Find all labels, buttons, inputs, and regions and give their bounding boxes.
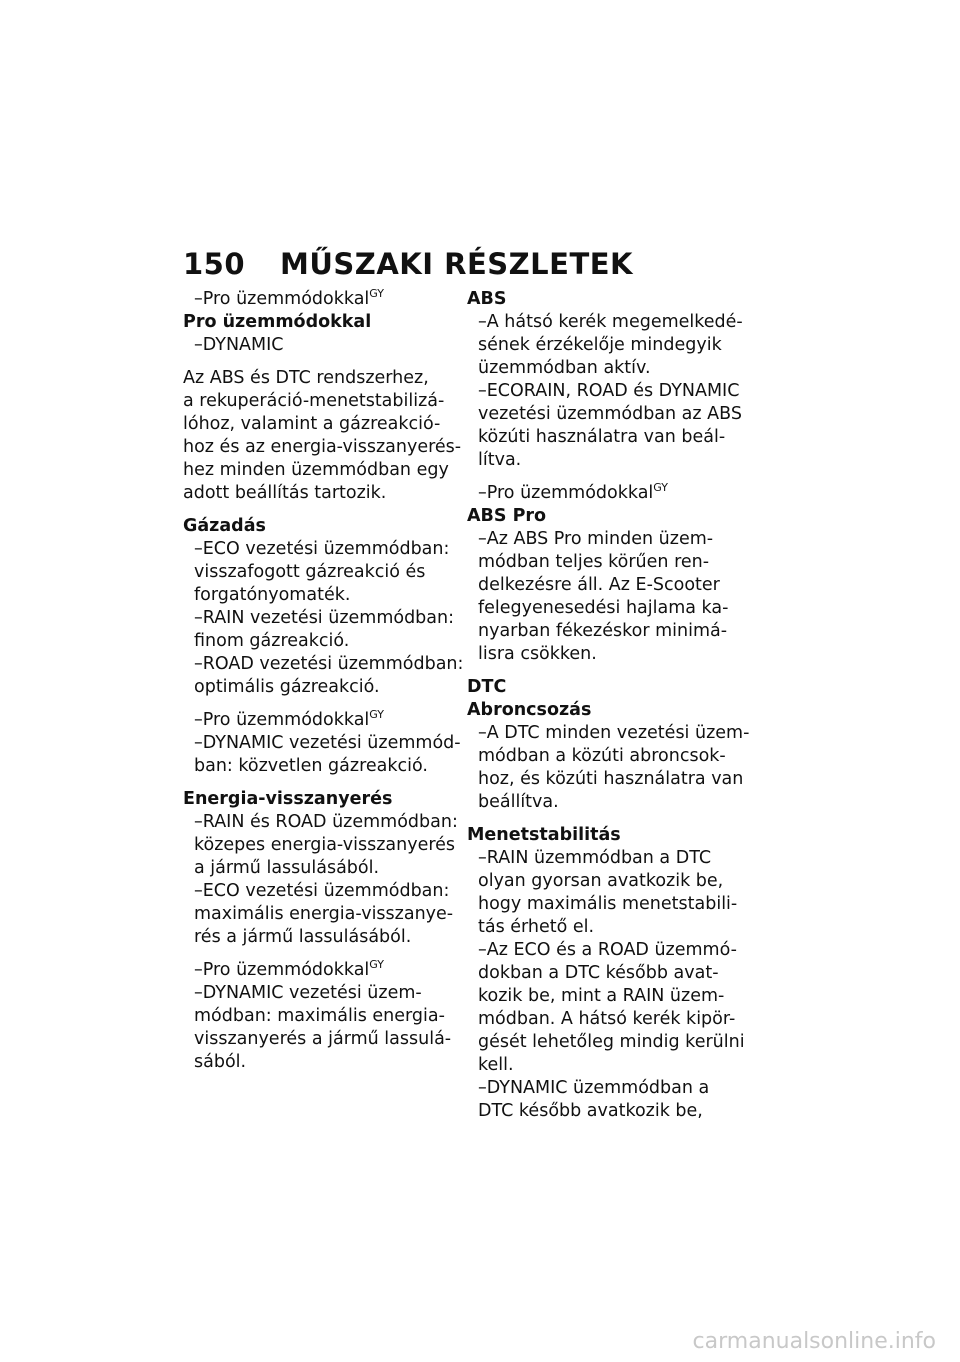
list-item-continuation — [183, 1051, 455, 1074]
list-item — [467, 939, 739, 962]
paragraph-line — [183, 436, 462, 459]
list-item-continuation — [467, 1031, 745, 1054]
line-text: –A DTC minden vezetési üzem- — [478, 723, 750, 743]
list-item — [183, 880, 455, 903]
line-text: –Pro üzemmódokkal — [194, 960, 370, 980]
section-title: MŰSZAKI RÉSZLETEK — [280, 247, 634, 281]
line-text: ABS — [467, 289, 507, 309]
line-text: –Pro üzemmódokkal — [194, 289, 370, 309]
section-heading — [183, 515, 455, 538]
list-item — [183, 732, 461, 755]
line-text: Gázadás — [183, 516, 266, 536]
line-text: –Az ECO és a ROAD üzemmó- — [478, 940, 737, 960]
list-item-continuation — [183, 755, 455, 778]
line-text: delkezésre áll. Az E-Scooter — [478, 575, 720, 595]
line-text: közúti használatra van beál- — [478, 427, 726, 447]
line-text: –RAIN vezetési üzemmódban: — [194, 608, 455, 628]
section-heading — [183, 311, 455, 334]
section-heading — [467, 288, 739, 311]
footnote-marker: GY — [369, 958, 384, 971]
list-item-continuation — [183, 676, 455, 699]
section-heading — [467, 824, 739, 847]
line-text: felegyenesedési hajlama ka- — [478, 598, 729, 618]
list-item-continuation — [467, 551, 739, 574]
list-item-continuation — [467, 1008, 739, 1031]
list-item-continuation — [467, 357, 739, 380]
line-text: beállítva. — [478, 792, 559, 812]
section-heading — [183, 788, 455, 811]
line-text: módban teljes körűen ren- — [478, 552, 710, 572]
list-item — [467, 311, 743, 334]
line-text: hez minden üzemmódban egy — [183, 460, 449, 480]
list-item-continuation — [467, 620, 739, 643]
list-item-continuation — [183, 834, 455, 857]
list-item — [467, 528, 739, 551]
list-item-continuation — [183, 561, 455, 584]
line-text: kozik be, mint a RAIN üzem- — [478, 986, 725, 1006]
list-item-continuation — [467, 916, 739, 939]
line-text: vezetési üzemmódban az ABS — [478, 404, 742, 424]
list-item — [467, 482, 739, 505]
list-item — [183, 288, 455, 311]
line-text: Energia-visszanyerés — [183, 789, 393, 809]
paragraph-line — [183, 459, 455, 482]
line-text: Az ABS és DTC rendszerhez, — [183, 368, 429, 388]
list-item-continuation — [467, 1100, 739, 1123]
line-text: lítva. — [478, 450, 522, 470]
list-item — [467, 380, 739, 403]
list-item — [183, 982, 455, 1005]
list-item-continuation — [183, 926, 455, 949]
list-item — [183, 959, 455, 982]
line-text: a rekuperáció-menetstabilizá- — [183, 391, 445, 411]
line-text: dokban a DTC később avat- — [478, 963, 719, 983]
line-text: –Pro üzemmódokkal — [194, 710, 370, 730]
line-text: hogy maximális menetstabili- — [478, 894, 738, 914]
section-heading — [467, 699, 739, 722]
line-text: nyarban fékezéskor minimá- — [478, 621, 728, 641]
line-text: tás érhető el. — [478, 917, 595, 937]
list-item — [467, 1077, 739, 1100]
line-text: ABS Pro — [467, 506, 547, 526]
page-number: 150 — [183, 247, 246, 281]
line-text: kell. — [478, 1055, 514, 1075]
line-text: közepes energia-visszanyerés — [194, 835, 456, 855]
line-text: visszanyerés a jármű lassulá- — [194, 1029, 452, 1049]
line-text: olyan gyorsan avatkozik be, — [478, 871, 724, 891]
line-text: –Az ABS Pro minden üzem- — [478, 529, 714, 549]
list-item-continuation — [183, 630, 455, 653]
list-item — [183, 607, 455, 630]
line-text: –DYNAMIC vezetési üzem- — [194, 983, 422, 1003]
line-text: –A hátsó kerék megemelkedé- — [478, 312, 743, 332]
footnote-marker: GY — [369, 708, 384, 721]
list-item-continuation — [467, 403, 742, 426]
line-text: Pro üzemmódokkal — [183, 312, 372, 332]
list-item — [183, 538, 455, 561]
right-column — [467, 288, 750, 1123]
line-text: –DYNAMIC üzemmódban a — [478, 1078, 710, 1098]
list-item-continuation — [467, 985, 739, 1008]
list-item-continuation — [467, 893, 739, 916]
list-item-continuation — [467, 870, 739, 893]
list-item-continuation — [467, 643, 739, 666]
list-item-continuation — [467, 1054, 739, 1077]
list-item — [183, 334, 455, 357]
left-column — [183, 287, 464, 1074]
list-item-continuation — [183, 857, 455, 880]
list-item — [183, 709, 455, 732]
footnote-marker: GY — [653, 481, 668, 494]
section-heading — [467, 676, 739, 699]
paragraph-line — [183, 390, 455, 413]
line-text: módban a közúti abroncsok- — [478, 746, 726, 766]
list-item-continuation — [467, 768, 744, 791]
list-item-continuation — [467, 426, 739, 449]
line-text: módban. A hátsó kerék kipör- — [478, 1009, 736, 1029]
line-text: forgatónyomaték. — [194, 585, 351, 605]
list-item-continuation — [183, 903, 455, 926]
list-item — [183, 653, 464, 676]
line-text: a jármű lassulásából. — [194, 858, 380, 878]
line-text: üzemmódban aktív. — [478, 358, 651, 378]
list-item-continuation — [183, 584, 455, 607]
list-item-continuation — [467, 334, 739, 357]
line-text: hoz és az energia-visszanyerés- — [183, 437, 462, 457]
list-item-continuation — [467, 574, 739, 597]
line-text: sából. — [194, 1052, 247, 1072]
line-text: módban: maximális energia- — [194, 1006, 445, 1026]
watermark[interactable]: carmanualsonline.info — [692, 1329, 936, 1354]
line-text: gését lehetőleg mindig kerülni — [478, 1032, 745, 1052]
line-text: –ROAD vezetési üzemmódban: — [194, 654, 464, 674]
list-item — [183, 811, 458, 834]
line-text: –Pro üzemmódokkal — [478, 483, 654, 503]
section-heading — [467, 505, 739, 528]
list-item — [467, 847, 739, 870]
line-text: –DYNAMIC vezetési üzemmód- — [194, 733, 461, 753]
line-text: –ECORAIN, ROAD és DYNAMIC — [478, 381, 740, 401]
line-text: finom gázreakció. — [194, 631, 350, 651]
line-text: DTC később avatkozik be, — [478, 1101, 703, 1121]
line-text: –ECO vezetési üzemmódban: — [194, 881, 450, 901]
list-item-continuation — [183, 1028, 455, 1051]
list-item-continuation — [467, 449, 739, 472]
list-item — [467, 722, 750, 745]
list-item-continuation — [467, 791, 739, 814]
paragraph-line — [183, 482, 455, 505]
paragraph-line — [183, 413, 455, 436]
line-text: hoz, és közúti használatra van — [478, 769, 744, 789]
paragraph-line — [183, 367, 455, 390]
line-text: optimális gázreakció. — [194, 677, 380, 697]
list-item-continuation — [467, 745, 739, 768]
list-item-continuation — [467, 597, 739, 620]
line-text: lisra csökken. — [478, 644, 597, 664]
list-item-continuation — [183, 1005, 455, 1028]
footnote-marker: GY — [369, 287, 384, 300]
line-text: –RAIN és ROAD üzemmódban: — [194, 812, 458, 832]
line-text: adott beállítás tartozik. — [183, 483, 387, 503]
line-text: rés a jármű lassulásából. — [194, 927, 412, 947]
line-text: Menetstabilitás — [467, 825, 621, 845]
line-text: –ECO vezetési üzemmódban: — [194, 539, 450, 559]
line-text: –DYNAMIC — [194, 335, 284, 355]
line-text: maximális energia-visszanye- — [194, 904, 454, 924]
line-text: –RAIN üzemmódban a DTC — [478, 848, 712, 868]
list-item-continuation — [467, 962, 739, 985]
line-text: lóhoz, valamint a gázreakció- — [183, 414, 441, 434]
line-text: DTC — [467, 677, 507, 697]
line-text: sének érzékelője mindegyik — [478, 335, 722, 355]
line-text: Abroncsozás — [467, 700, 592, 720]
line-text: visszafogott gázreakció és — [194, 562, 426, 582]
line-text: ban: közvetlen gázreakció. — [194, 756, 428, 776]
